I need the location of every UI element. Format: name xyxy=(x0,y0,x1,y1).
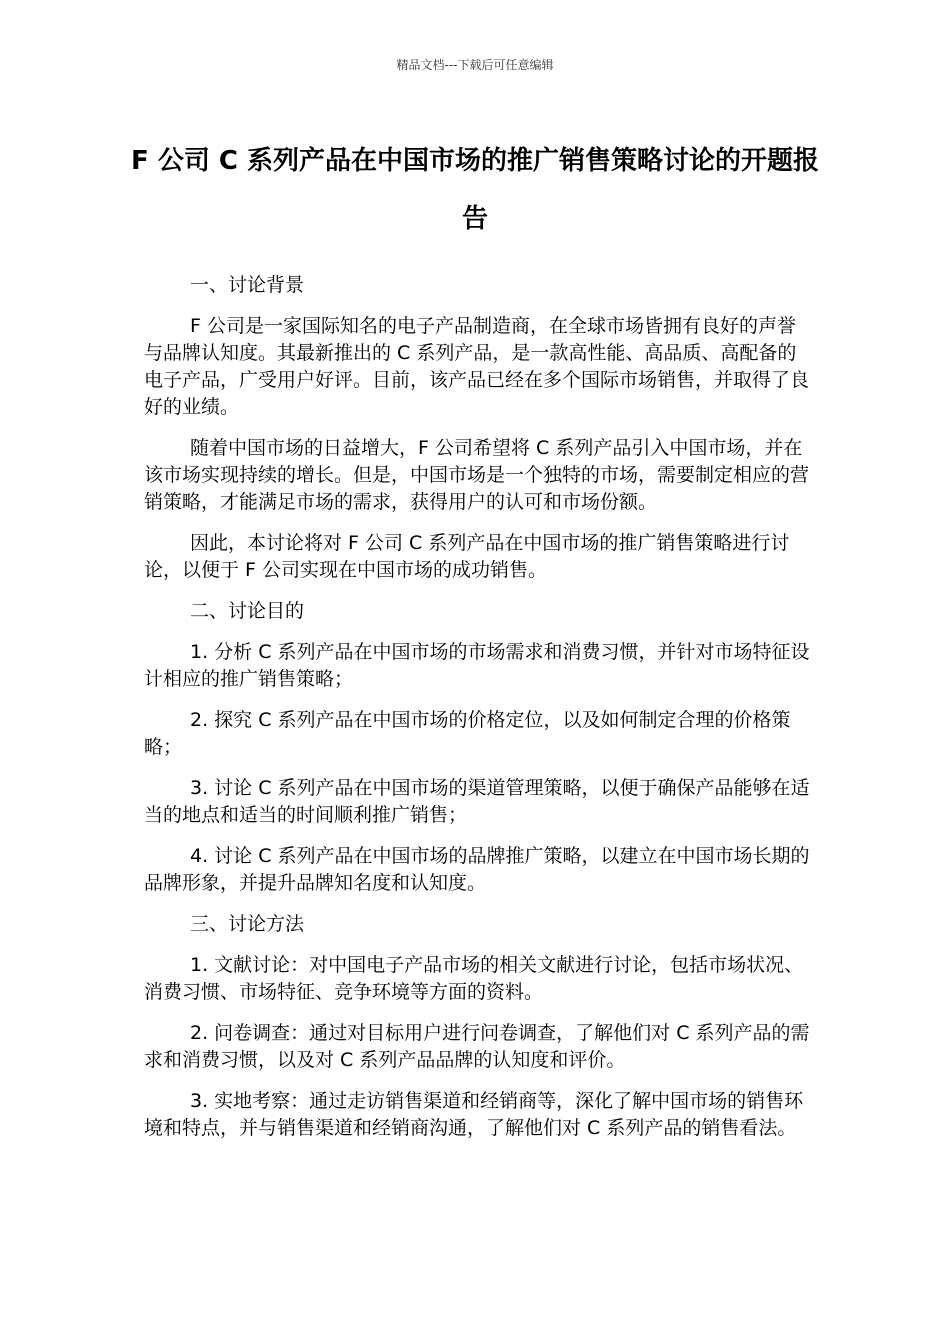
document-body xyxy=(144,272,810,1142)
method-item-3: 3. 实地考察：通过走访销售渠道和经销商等，深化了解中国市场的销售环境和特点，并与销售渠道和经销商沟通，了解他们对 C 系列产品的销售看法。 xyxy=(144,1090,804,1139)
method-item-1: 1. 文献讨论：对中国电子产品市场的相关文献进行讨论，包括市场状况、消费习惯、市场特征、竞争环境等方面的资料。 xyxy=(144,954,804,1003)
page-header: 精品文档---下载后可任意编辑 xyxy=(396,58,554,72)
method-item-2: 2. 问卷调查：通过对目标用户进行问卷调查，了解他们对 C 系列产品的需求和消费习惯，以及对 C 系列产品品牌的认知度和评价。 xyxy=(144,1022,810,1071)
document-title: F 公司 C 系列产品在中国市场的推广销售策略讨论的开题报告 xyxy=(131,146,819,234)
purpose-item-3: 3. 讨论 C 系列产品在中国市场的渠道管理策略，以便于确保产品能够在适当的地点和适当的时间顺利推广销售； xyxy=(144,777,810,826)
section-heading-purpose: 二、讨论目的 xyxy=(190,600,305,622)
purpose-item-1: 1. 分析 C 系列产品在中国市场的市场需求和消费习惯，并针对市场特征设计相应的推广销售策略； xyxy=(144,641,810,690)
purpose-item-4: 4. 讨论 C 系列产品在中国市场的品牌推广策略，以建立在中国市场长期的品牌形象，并提升品牌知名度和认知度。 xyxy=(144,845,810,894)
section-heading-background: 一、讨论背景 xyxy=(190,274,305,296)
background-paragraph-3: 因此，本讨论将对 F 公司 C 系列产品在中国市场的推广销售策略进行讨论，以便于 F 公司实现在中国市场的成功销售。 xyxy=(144,532,790,581)
section-heading-method: 三、讨论方法 xyxy=(190,913,305,935)
purpose-item-2: 2. 探究 C 系列产品在中国市场的价格定位，以及如何制定合理的价格策略； xyxy=(144,709,791,758)
background-paragraph-2: 随着中国市场的日益增大，F 公司希望将 C 系列产品引入中国市场，并在该市场实现持续的增长。但是，中国市场是一个独特的市场，需要制定相应的营销策略，才能满足市场的需求，获得用户的认可和市场份额。 xyxy=(144,437,810,513)
background-paragraph-1: F 公司是一家国际知名的电子产品制造商，在全球市场皆拥有良好的声誉与品牌认知度。其最新推出的 C 系列产品，是一款高性能、高品质、高配备的电子产品，广受用户好评。目前，该产品已经在多个国际市场销售，并取得了良好的业绩。 xyxy=(144,315,810,418)
